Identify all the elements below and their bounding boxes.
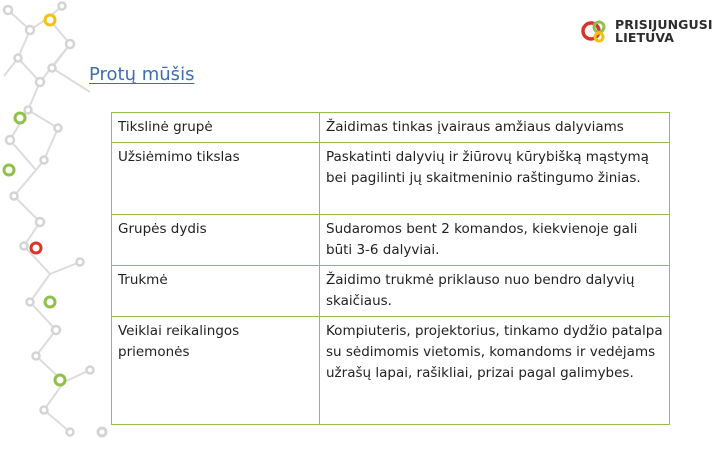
info-table bbox=[111, 112, 670, 425]
table-row bbox=[112, 317, 670, 425]
table-row bbox=[112, 266, 670, 317]
brand-line-1: PRISIJUNGUSI bbox=[615, 17, 713, 32]
table-row bbox=[112, 143, 670, 215]
row-label: Veiklai reikalingos priemonės bbox=[112, 317, 320, 425]
row-value: Žaidimas tinkas įvairaus amžiaus dalyviams bbox=[320, 113, 670, 143]
brand-wordmark bbox=[615, 18, 713, 44]
brand-line-2: LIETUVA bbox=[615, 30, 675, 45]
row-label: Tikslinė grupė bbox=[112, 113, 320, 143]
brand-mark-icon bbox=[581, 18, 607, 44]
page-title: Protų mūšis bbox=[89, 64, 195, 85]
brand-logo bbox=[581, 18, 713, 44]
row-value: Žaidimo trukmė priklauso nuo bendro dalyvių skaičiaus. bbox=[320, 266, 670, 317]
row-label: Užsiėmimo tikslas bbox=[112, 143, 320, 215]
table-row bbox=[112, 113, 670, 143]
row-value: Kompiuteris, projektorius, tinkamo dydžio patalpa su sėdimomis vietomis, komandoms ir vedėjams užrašų lapai, rašikliai, prizai pagal galimybes. bbox=[320, 317, 670, 425]
row-value: Sudaromos bent 2 komandos, kiekvienoje gali būti 3-6 dalyviai. bbox=[320, 215, 670, 266]
row-label: Trukmė bbox=[112, 266, 320, 317]
row-label: Grupės dydis bbox=[112, 215, 320, 266]
table-row bbox=[112, 215, 670, 266]
row-value: Paskatinti dalyvių ir žiūrovų kūrybišką mąstymą bei pagilinti jų skaitmeninio raštingumo žinias. bbox=[320, 143, 670, 215]
